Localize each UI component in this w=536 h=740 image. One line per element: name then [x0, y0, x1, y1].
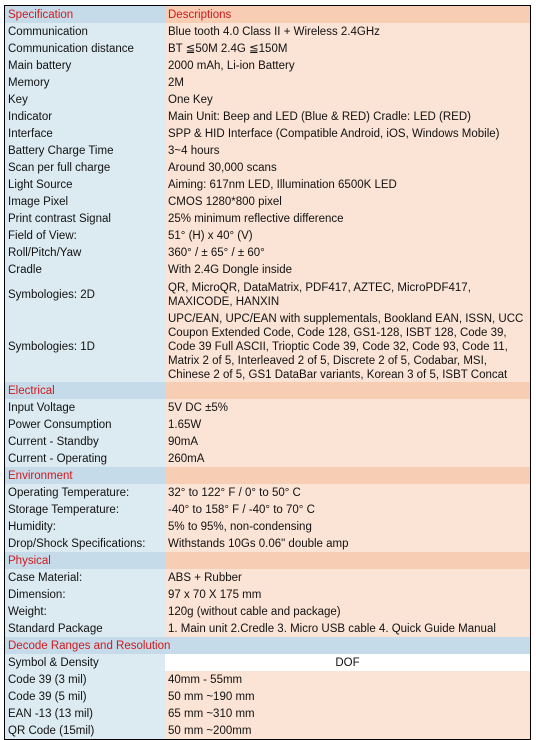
row-label: Cradle	[5, 261, 166, 278]
table-row-symbologies-2d	[5, 278, 531, 312]
table-row	[5, 501, 531, 518]
row-value: 5% to 95%, non-condensing	[165, 518, 531, 535]
table-row	[5, 535, 531, 552]
row-label: Standard Package	[5, 620, 166, 637]
row-label: Image Pixel	[5, 193, 166, 210]
header-specification: Specification	[5, 6, 166, 24]
section-header-electrical	[5, 382, 531, 399]
row-label: Battery Charge Time	[5, 142, 166, 159]
row-value: 90mA	[165, 433, 531, 450]
table-row	[5, 261, 531, 278]
table-row	[5, 193, 531, 210]
table-row	[5, 671, 531, 688]
row-label: Operating Temperature:	[5, 484, 166, 501]
section-spacer	[165, 382, 531, 399]
table-row	[5, 142, 531, 159]
section-spacer	[165, 552, 531, 569]
table-row	[5, 23, 531, 40]
row-label: Drop/Shock Specifications:	[5, 535, 166, 552]
table-row	[5, 57, 531, 74]
table-row	[5, 399, 531, 416]
decode-header-row	[5, 654, 531, 671]
row-label: Current - Standby	[5, 433, 166, 450]
table-row	[5, 210, 531, 227]
row-value: 32° to 122° F / 0° to 50° C	[165, 484, 531, 501]
row-value: Withstands 10Gs 0.06" double amp	[165, 535, 531, 552]
section-header-decode	[5, 637, 531, 654]
row-value: 50 mm ~190 mm	[165, 688, 531, 705]
row-label: Power Consumption	[5, 416, 166, 433]
section-title: Physical	[5, 552, 166, 569]
table-row	[5, 433, 531, 450]
row-value: 65 mm ~310 mm	[165, 705, 531, 722]
row-label: QR Code (15mil)	[5, 722, 166, 740]
table-row	[5, 74, 531, 91]
row-value: Main Unit: Beep and LED (Blue & RED) Cradle: LED (RED)	[165, 108, 531, 125]
row-label: Symbologies: 2D	[5, 278, 166, 312]
table-row	[5, 518, 531, 535]
row-label: Input Voltage	[5, 399, 166, 416]
row-label: Scan per full charge	[5, 159, 166, 176]
row-label: Print contrast Signal	[5, 210, 166, 227]
row-value: 260mA	[165, 450, 531, 467]
table-row	[5, 688, 531, 705]
row-value: 5V DC ±5%	[165, 399, 531, 416]
table-row-symbologies-1d	[5, 312, 531, 382]
row-value: 2000 mAh, Li-ion Battery	[165, 57, 531, 74]
row-label: Symbologies: 1D	[5, 312, 166, 382]
row-label: Communication	[5, 23, 166, 40]
table-row	[5, 227, 531, 244]
row-value: 97 x 70 X 175 mm	[165, 586, 531, 603]
table-row	[5, 40, 531, 57]
row-label: Main battery	[5, 57, 166, 74]
table-row	[5, 159, 531, 176]
row-value: 50 mm ~200mm	[165, 722, 531, 740]
table-row	[5, 416, 531, 433]
row-value: 120g (without cable and package)	[165, 603, 531, 620]
table-row	[5, 586, 531, 603]
table-row	[5, 108, 531, 125]
row-value: 40mm - 55mm	[165, 671, 531, 688]
row-label: Field of View:	[5, 227, 166, 244]
header-symbol-density: Symbol & Density	[5, 654, 166, 671]
row-value: -40° to 158° F / -40° to 70° C	[165, 501, 531, 518]
table-row	[5, 603, 531, 620]
row-label: Light Source	[5, 176, 166, 193]
row-label: Code 39 (5 mil)	[5, 688, 166, 705]
section-title: Environment	[5, 467, 166, 484]
row-label: Weight:	[5, 603, 166, 620]
table-row	[5, 484, 531, 501]
row-value: Around 30,000 scans	[165, 159, 531, 176]
row-value: SPP & HID Interface (Compatible Android, iOS, Windows Mobile)	[165, 125, 531, 142]
row-label: EAN -13 (13 mil)	[5, 705, 166, 722]
row-value: UPC/EAN, UPC/EAN with supplementals, Bookland EAN, ISSN, UCC Coupon Extended Code, Code 128, GS1-128, ISBT 128, Code 39, Code 39 Full ASCII, Trioptic Code 39, Code 32, Code 93, Code 11, Matrix 2 of 5, Interleaved 2 of 5, Discrete 2 of 5, Codabar, MSI, Chinese 2 of 5, GS1 DataBar variants, Korean 3 of 5, ISBT Concat	[165, 312, 531, 382]
row-label: Case Material:	[5, 569, 166, 586]
row-value: 51° (H) x 40° (V)	[165, 227, 531, 244]
header-dof: DOF	[165, 654, 531, 671]
table-header-row	[5, 6, 531, 24]
table-row	[5, 244, 531, 261]
row-value: CMOS 1280*800 pixel	[165, 193, 531, 210]
row-value: 25% minimum reflective difference	[165, 210, 531, 227]
row-value: 1.65W	[165, 416, 531, 433]
section-spacer	[165, 467, 531, 484]
row-value: Blue tooth 4.0 Class II + Wireless 2.4GHz	[165, 23, 531, 40]
row-value: 3~4 hours	[165, 142, 531, 159]
table-row	[5, 569, 531, 586]
table-row	[5, 176, 531, 193]
table-row	[5, 125, 531, 142]
section-title: Electrical	[5, 382, 166, 399]
section-header-environment	[5, 467, 531, 484]
row-label: Memory	[5, 74, 166, 91]
row-value: 1. Main unit 2.Credle 3. Micro USB cable 4. Quick Guide Manual	[165, 620, 531, 637]
row-label: Key	[5, 91, 166, 108]
table-row	[5, 91, 531, 108]
section-header-physical	[5, 552, 531, 569]
spec-table	[4, 5, 531, 740]
row-label: Indicator	[5, 108, 166, 125]
row-label: Interface	[5, 125, 166, 142]
header-descriptions: Descriptions	[165, 6, 531, 24]
row-label: Dimension:	[5, 586, 166, 603]
row-label: Code 39 (3 mil)	[5, 671, 166, 688]
row-value: With 2.4G Dongle inside	[165, 261, 531, 278]
table-row	[5, 705, 531, 722]
row-value: 360° / ± 65° / ± 60°	[165, 244, 531, 261]
row-label: Storage Temperature:	[5, 501, 166, 518]
section-title: Decode Ranges and Resolution	[5, 637, 531, 654]
row-value: 2M	[165, 74, 531, 91]
row-value: ABS + Rubber	[165, 569, 531, 586]
row-label: Roll/Pitch/Yaw	[5, 244, 166, 261]
row-label: Communication distance	[5, 40, 166, 57]
row-value: QR, MicroQR, DataMatrix, PDF417, AZTEC, MicroPDF417, MAXICODE, HANXIN	[165, 278, 531, 312]
row-value: One Key	[165, 91, 531, 108]
table-row	[5, 722, 531, 740]
row-label: Current - Operating	[5, 450, 166, 467]
row-label: Humidity:	[5, 518, 166, 535]
row-value: BT ≦50M 2.4G ≦150M	[165, 40, 531, 57]
table-row	[5, 450, 531, 467]
table-row	[5, 620, 531, 637]
row-value: Aiming: 617nm LED, Illumination 6500K LED	[165, 176, 531, 193]
